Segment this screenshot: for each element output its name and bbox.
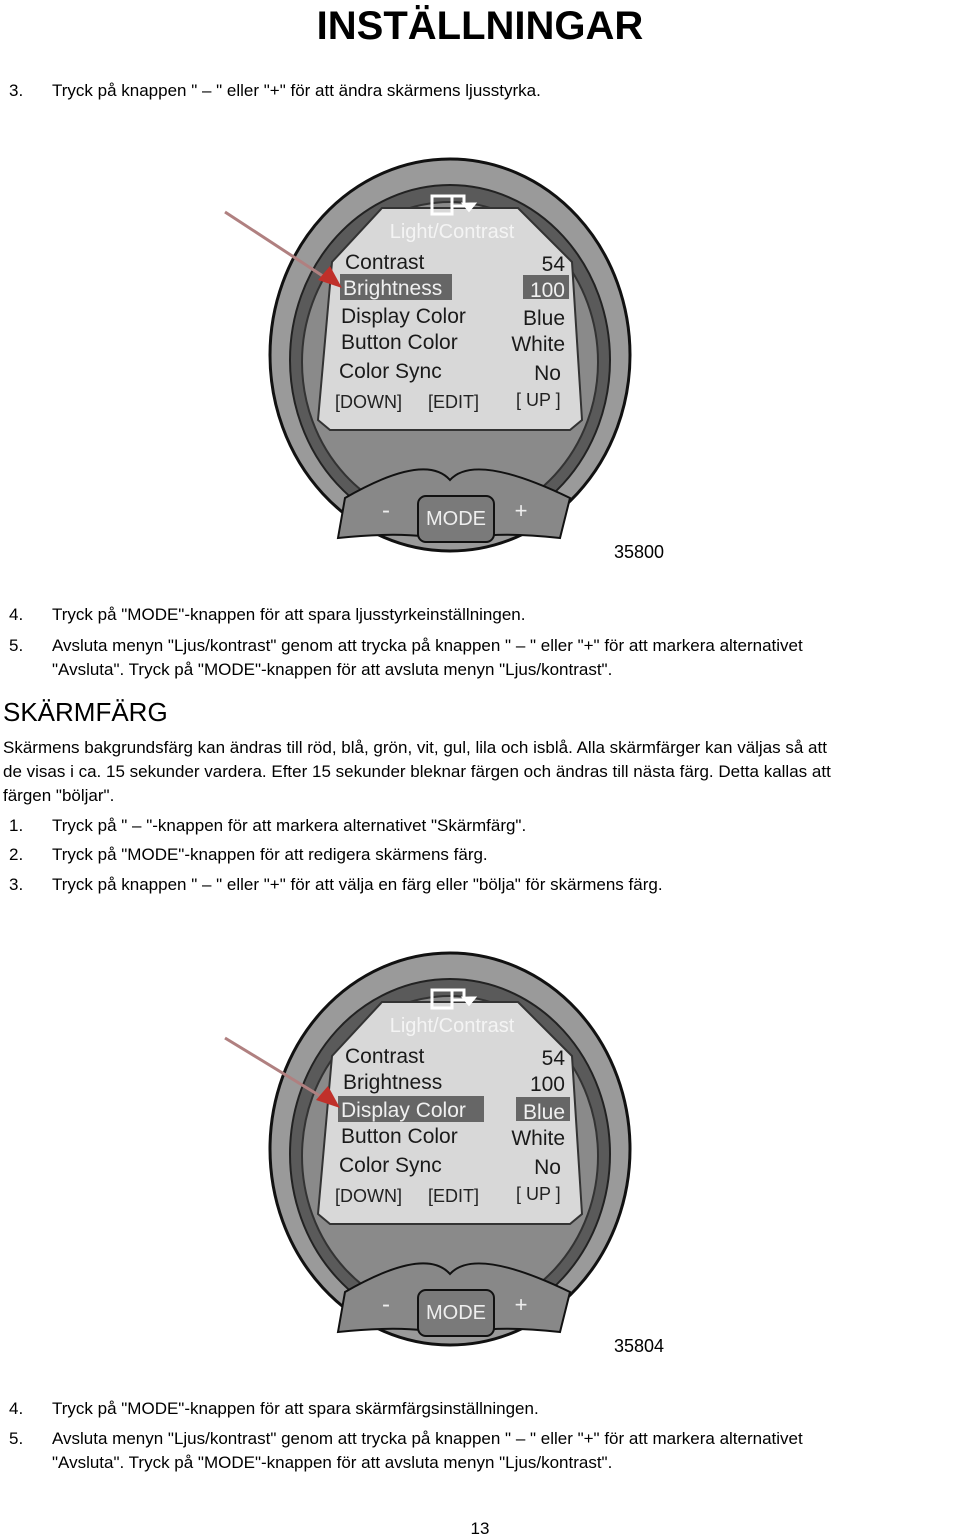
page-title: INSTÄLLNINGAR bbox=[316, 4, 644, 48]
up-softkey-label: [ UP ] bbox=[516, 390, 561, 410]
edit-softkey-label: [EDIT] bbox=[428, 392, 480, 412]
screen-header: Light/Contrast bbox=[389, 221, 515, 243]
menu-row-value: White bbox=[511, 333, 565, 356]
menu-row-value: Blue bbox=[522, 307, 565, 330]
step-number: 3. bbox=[9, 81, 24, 100]
step-number: 2. bbox=[9, 845, 24, 864]
minus-button-label[interactable]: - bbox=[382, 497, 390, 524]
mode-button-label: MODE bbox=[426, 508, 486, 530]
step-number: 4. bbox=[9, 1399, 24, 1418]
paragraph-line: färgen "böljar". bbox=[3, 786, 115, 805]
menu-row-value: 100 bbox=[529, 1073, 565, 1096]
menu-row-label: Brightness bbox=[343, 277, 443, 300]
step-text: Tryck på "MODE"-knappen för att redigera skärmens färg. bbox=[52, 845, 488, 864]
gauge-illustration-2 bbox=[220, 924, 640, 1364]
step-number: 3. bbox=[9, 875, 24, 894]
figure-code: 35800 bbox=[614, 542, 665, 562]
menu-row-label: Button Color bbox=[341, 331, 458, 354]
step-text: "Avsluta". Tryck på "MODE"-knappen för att avsluta menyn "Ljus/kontrast". bbox=[52, 1453, 613, 1472]
menu-row-value: 100 bbox=[529, 279, 565, 302]
screen-header: Light/Contrast bbox=[389, 1015, 515, 1037]
menu-row-value: No bbox=[534, 362, 561, 385]
step-text: Tryck på knappen " – " eller "+" för att välja en färg eller "bölja" för skärmens färg. bbox=[52, 875, 663, 894]
menu-row-label: Display Color bbox=[341, 305, 466, 328]
mode-button-label: MODE bbox=[426, 1302, 486, 1324]
gauge-figure-2 bbox=[220, 924, 640, 1364]
menu-row-value: 54 bbox=[541, 1047, 565, 1070]
menu-row-label: Button Color bbox=[341, 1125, 458, 1148]
step-text: Tryck på "MODE"-knappen för att spara ljusstyrkeinställningen. bbox=[52, 605, 526, 624]
menu-row-label: Display Color bbox=[341, 1099, 466, 1122]
menu-row-label: Brightness bbox=[343, 1071, 443, 1094]
plus-button-label[interactable]: + bbox=[514, 1292, 528, 1317]
menu-row-label: Contrast bbox=[345, 251, 425, 274]
paragraph-line: de visas i ca. 15 sekunder vardera. Efter 15 sekunder bleknar färgen och ändras till nästa färg. Detta kallas att bbox=[3, 762, 831, 781]
page-number: 13 bbox=[470, 1519, 490, 1538]
up-softkey-label: [ UP ] bbox=[516, 1184, 561, 1204]
gauge-illustration-1 bbox=[220, 130, 640, 570]
edit-softkey-label: [EDIT] bbox=[428, 1186, 480, 1206]
step-text: Tryck på "MODE"-knappen för att spara skärmfärgsinställningen. bbox=[52, 1399, 539, 1418]
step-text: "Avsluta". Tryck på "MODE"-knappen för att avsluta menyn "Ljus/kontrast". bbox=[52, 660, 613, 679]
plus-button-label[interactable]: + bbox=[514, 498, 528, 523]
menu-row-label: Color Sync bbox=[339, 360, 442, 383]
paragraph-line: Skärmens bakgrundsfärg kan ändras till röd, blå, grön, vit, gul, lila och isblå. Alla skärmfärger kan väljas så att bbox=[3, 738, 827, 757]
down-softkey-label: [DOWN] bbox=[335, 392, 402, 412]
menu-row-label: Contrast bbox=[345, 1045, 425, 1068]
step-number: 5. bbox=[9, 1429, 24, 1448]
down-softkey-label: [DOWN] bbox=[335, 1186, 402, 1206]
menu-row-value: White bbox=[511, 1127, 565, 1150]
minus-button-label[interactable]: - bbox=[382, 1291, 390, 1318]
step-text: Tryck på " – "-knappen för att markera alternativet "Skärmfärg". bbox=[52, 816, 527, 835]
menu-row-value: No bbox=[534, 1156, 561, 1179]
gauge-figure-1 bbox=[220, 130, 640, 570]
menu-row-value: 54 bbox=[541, 253, 565, 276]
section-heading: SKÄRMFÄRG bbox=[3, 697, 168, 727]
menu-row-value: Blue bbox=[522, 1101, 565, 1124]
step-number: 1. bbox=[9, 816, 24, 835]
step-number: 5. bbox=[9, 636, 24, 655]
step-text: Avsluta menyn "Ljus/kontrast" genom att trycka på knappen " – " eller "+" för att markera alternativet bbox=[52, 636, 803, 655]
step-number: 4. bbox=[9, 605, 24, 624]
menu-row-label: Color Sync bbox=[339, 1154, 442, 1177]
step-text: Avsluta menyn "Ljus/kontrast" genom att trycka på knappen " – " eller "+" för att markera alternativet bbox=[52, 1429, 803, 1448]
step-text: Tryck på knappen " – " eller "+" för att ändra skärmens ljusstyrka. bbox=[52, 81, 541, 100]
figure-code: 35804 bbox=[614, 1336, 665, 1356]
